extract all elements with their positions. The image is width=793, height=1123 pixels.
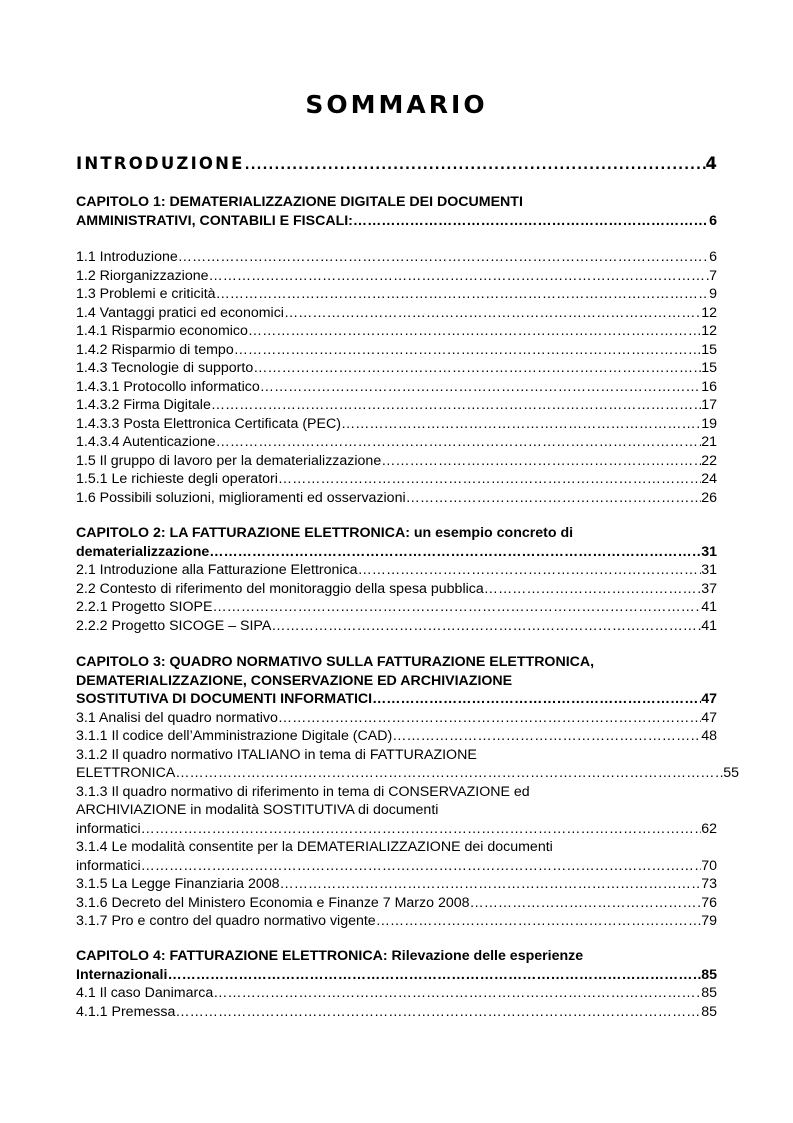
- chapter-3-heading-line2[interactable]: DEMATERIALIZZAZIONE, CONSERVAZIONE ED ARCHIVIAZIONE: [76, 672, 513, 689]
- toc-entry-label: 1.4.1 Risparmio economico: [76, 323, 248, 339]
- dot-leader: [211, 396, 701, 415]
- toc-entry-label: 1.4.2 Risparmio di tempo: [76, 341, 234, 358]
- toc-entry-label: 1.4.3.4 Autenticazione: [76, 434, 216, 450]
- toc-entry[interactable]: [76, 248, 717, 267]
- dot-leader: [209, 543, 701, 562]
- toc-entry-page: 85: [701, 1003, 717, 1020]
- toc-entry[interactable]: [76, 470, 717, 489]
- toc-entry-page: 21: [701, 434, 717, 450]
- toc-entry-label: 1.4.3.2 Firma Digitale: [76, 397, 211, 413]
- toc-entry[interactable]: [76, 267, 717, 286]
- toc-entry-label: 3.1.5 La Legge Finanziaria 2008: [76, 876, 280, 892]
- dot-leader: [248, 322, 701, 341]
- chapter-2-heading[interactable]: [76, 543, 717, 562]
- toc-entry-page: 6: [709, 249, 717, 265]
- dot-leader: [209, 267, 710, 286]
- dot-leader: [372, 690, 701, 709]
- toc-entry-page: 19: [701, 415, 717, 432]
- toc-entry[interactable]: [76, 452, 717, 471]
- chapter-2-page: 31: [701, 543, 717, 560]
- toc-entry[interactable]: [76, 433, 717, 452]
- toc-entry-page: 16: [701, 378, 717, 395]
- dot-leader: [167, 966, 701, 985]
- dot-leader: [341, 415, 701, 434]
- toc-entry-label: 2.2.2 Progetto SICOGE – SIPA: [76, 617, 272, 634]
- toc-entry[interactable]: [76, 875, 717, 894]
- toc-entry-label: 4.1 Il caso Danimarca: [76, 985, 214, 1001]
- chapter-3-heading-line3: SOSTITUTIVA DI DOCUMENTI INFORMATICI: [76, 691, 373, 707]
- toc-entry-label: 1.6 Possibili soluzioni, miglioramenti ed osservazioni: [76, 489, 406, 506]
- toc-entry-label: 2.1 Introduzione alla Fatturazione Elettronica: [76, 562, 358, 578]
- toc-entry-label: 3.1.6 Decreto del Ministero Economia e Finanze 7 Marzo 2008: [76, 894, 470, 911]
- chapter-1-entries: [76, 248, 717, 507]
- toc-entry-page: 15: [701, 341, 717, 358]
- toc-entry[interactable]: [76, 304, 717, 323]
- dot-leader: [381, 452, 701, 471]
- toc-entry-3-1-4-line1[interactable]: 3.1.4 Le modalità consentite per la DEMATERIALIZZAZIONE dei documenti: [76, 839, 553, 855]
- chapter-4-heading[interactable]: [76, 966, 717, 985]
- chapter-4-page: 85: [701, 966, 717, 983]
- chapter-1-page: 6: [709, 212, 717, 229]
- toc-entry-page: 22: [701, 452, 717, 469]
- chapter-2-section: [76, 524, 717, 635]
- dot-leader: [353, 212, 709, 231]
- toc-entry[interactable]: [76, 894, 717, 913]
- toc-entry[interactable]: [76, 984, 717, 1003]
- chapter-4-heading-line1[interactable]: CAPITOLO 4: FATTURAZIONE ELETTRONICA: Rilevazione delle esperienze: [76, 948, 584, 964]
- dot-leader: [271, 617, 701, 636]
- toc-entry-page: 31: [701, 562, 717, 578]
- toc-introduction[interactable]: [76, 154, 717, 173]
- toc-introduction-label: INTRODUZIONE: [76, 154, 245, 173]
- toc-entry-label: 1.4.3.3 Posta Elettronica Certificata (PEC): [76, 415, 341, 432]
- toc-entry-label: informatici: [76, 857, 141, 874]
- dot-leader: [141, 857, 702, 876]
- dot-leader: [253, 359, 701, 378]
- dot-leader: [216, 285, 710, 304]
- toc-entry-page: 37: [701, 580, 717, 597]
- chapter-3-section: [76, 653, 739, 931]
- toc-entry-page: 17: [701, 397, 717, 413]
- toc-entry-label: 2.2.1 Progetto SIOPE: [76, 599, 213, 615]
- toc-entry[interactable]: [76, 396, 717, 415]
- toc-entry-page: 41: [701, 599, 717, 615]
- toc-entry-page: 9: [709, 286, 717, 302]
- dot-leader: [278, 470, 701, 489]
- toc-entry-page: 73: [701, 876, 717, 892]
- dot-leader: [245, 158, 706, 173]
- toc-entry-label: 1.4 Vantaggi pratici ed economici: [76, 304, 284, 321]
- dot-leader: [234, 341, 702, 360]
- toc-entry-page: 70: [701, 857, 717, 874]
- toc-entry-page: 7: [709, 267, 717, 284]
- toc-entry-3-1-4[interactable]: [76, 857, 717, 876]
- toc-entry-label: 1.3 Problemi e criticità: [76, 286, 216, 302]
- toc-entry[interactable]: [76, 285, 717, 304]
- page-title: SOMMARIO: [305, 90, 488, 119]
- dot-leader: [212, 598, 701, 617]
- dot-leader: [278, 709, 701, 728]
- toc-entry-label: 1.1 Introduzione: [76, 249, 178, 265]
- toc-entry-page: 76: [701, 894, 717, 911]
- toc-entry[interactable]: [76, 322, 717, 341]
- toc-entry-label: ELETTRONICA: [76, 765, 176, 781]
- toc-entry-3-1-3-line1[interactable]: 3.1.3 Il quadro normativo di riferimento in tema di CONSERVAZIONE ed: [76, 783, 530, 800]
- toc-entry[interactable]: [76, 709, 717, 728]
- dot-leader: [280, 875, 702, 894]
- toc-entry[interactable]: [76, 727, 717, 746]
- dot-leader: [376, 912, 702, 931]
- chapter-1-heading-line1[interactable]: CAPITOLO 1: DEMATERIALIZZAZIONE DIGITALE DEI DOCUMENTI: [76, 194, 523, 210]
- toc-entry-3-1-3-line2[interactable]: ARCHIVIAZIONE in modalità SOSTITUTIVA di documenti: [76, 802, 439, 818]
- toc-entry[interactable]: [76, 489, 717, 508]
- chapter-1-heading[interactable]: [76, 212, 717, 231]
- toc-entry-label: 1.5.1 Le richieste degli operatori: [76, 471, 278, 487]
- toc-entry-page: 26: [701, 489, 717, 506]
- dot-leader: [358, 561, 702, 580]
- toc-entry-label: informatici: [76, 820, 141, 837]
- dot-leader: [470, 894, 702, 913]
- toc-entry-label: 1.4.3.1 Protocollo informatico: [76, 378, 260, 395]
- toc-entry[interactable]: [76, 378, 717, 397]
- chapter-2-heading-line1[interactable]: CAPITOLO 2: LA FATTURAZIONE ELETTRONICA: un esempio concreto di: [76, 525, 574, 541]
- dot-leader: [141, 820, 702, 839]
- dot-leader: [216, 433, 702, 452]
- toc-entry-label: 1.5 Il gruppo di lavoro per la dematerializzazione: [76, 452, 382, 469]
- toc-entry-page: 12: [701, 323, 717, 339]
- toc-entry-page: 12: [701, 304, 717, 321]
- chapter-1-section: [76, 193, 717, 230]
- toc-entry[interactable]: [76, 580, 717, 599]
- toc-entry[interactable]: [76, 617, 717, 636]
- toc-entry-label: 3.1 Analisi del quadro normativo: [76, 709, 278, 726]
- dot-leader: [392, 727, 701, 746]
- toc-entry[interactable]: [76, 598, 717, 617]
- dot-leader: [284, 304, 701, 323]
- toc-entry-3-1-3[interactable]: [76, 820, 717, 839]
- toc-entry-page: 55: [723, 765, 739, 781]
- toc-entry-page: 47: [701, 709, 717, 726]
- toc-entry-label: 3.1.7 Pro e contro del quadro normativo vigente: [76, 913, 376, 929]
- toc-entry-label: 1.4.3 Tecnologie di supporto: [76, 360, 254, 376]
- toc-entry-label: 1.2 Riorganizzazione: [76, 267, 209, 284]
- toc-entry[interactable]: [76, 359, 717, 378]
- toc-entry-3-1-2[interactable]: [76, 764, 739, 783]
- chapter-2-heading-line2: dematerializzazione: [76, 543, 210, 560]
- dot-leader: [178, 248, 709, 267]
- toc-entry[interactable]: [76, 912, 717, 931]
- chapter-3-heading-line1[interactable]: CAPITOLO 3: QUADRO NORMATIVO SULLA FATTURAZIONE ELETTRONICA,: [76, 654, 595, 670]
- chapter-1-heading-line2: AMMINISTRATIVI, CONTABILI E FISCALI:: [76, 212, 353, 229]
- dot-leader: [406, 489, 702, 508]
- chapter-3-heading[interactable]: [76, 690, 717, 709]
- toc-entry[interactable]: [76, 341, 717, 360]
- dot-leader: [260, 378, 701, 397]
- toc-entry-page: 41: [701, 617, 717, 634]
- toc-entry-page: 79: [701, 913, 717, 929]
- toc-entry-3-1-2-line1[interactable]: 3.1.2 Il quadro normativo ITALIANO in tema di FATTURAZIONE: [76, 746, 477, 763]
- toc-entry[interactable]: [76, 1003, 717, 1022]
- chapter-3-page: 47: [701, 691, 717, 707]
- dot-leader: [175, 764, 723, 783]
- chapter-4-heading-line2: Internazionali: [76, 966, 168, 983]
- toc-entry-page: 15: [701, 360, 717, 376]
- toc-entry-page: 85: [701, 985, 717, 1001]
- toc-entry-label: 2.2 Contesto di riferimento del monitoraggio della spesa pubblica: [76, 580, 484, 597]
- toc-entry-label: 3.1.1 Il codice dell’Amministrazione Digitale (CAD): [76, 728, 393, 744]
- toc-entry[interactable]: [76, 415, 717, 434]
- toc-entry-label: 4.1.1 Premessa: [76, 1003, 176, 1020]
- toc-introduction-page: 4: [705, 154, 717, 173]
- toc-entry[interactable]: [76, 561, 717, 580]
- dot-leader: [484, 580, 701, 599]
- toc-entry-page: 24: [701, 471, 717, 487]
- dot-leader: [213, 984, 701, 1003]
- chapter-4-section: [76, 947, 717, 1021]
- toc-entry-page: 48: [701, 728, 717, 744]
- dot-leader: [175, 1003, 701, 1022]
- toc-entry-page: 62: [701, 820, 717, 837]
